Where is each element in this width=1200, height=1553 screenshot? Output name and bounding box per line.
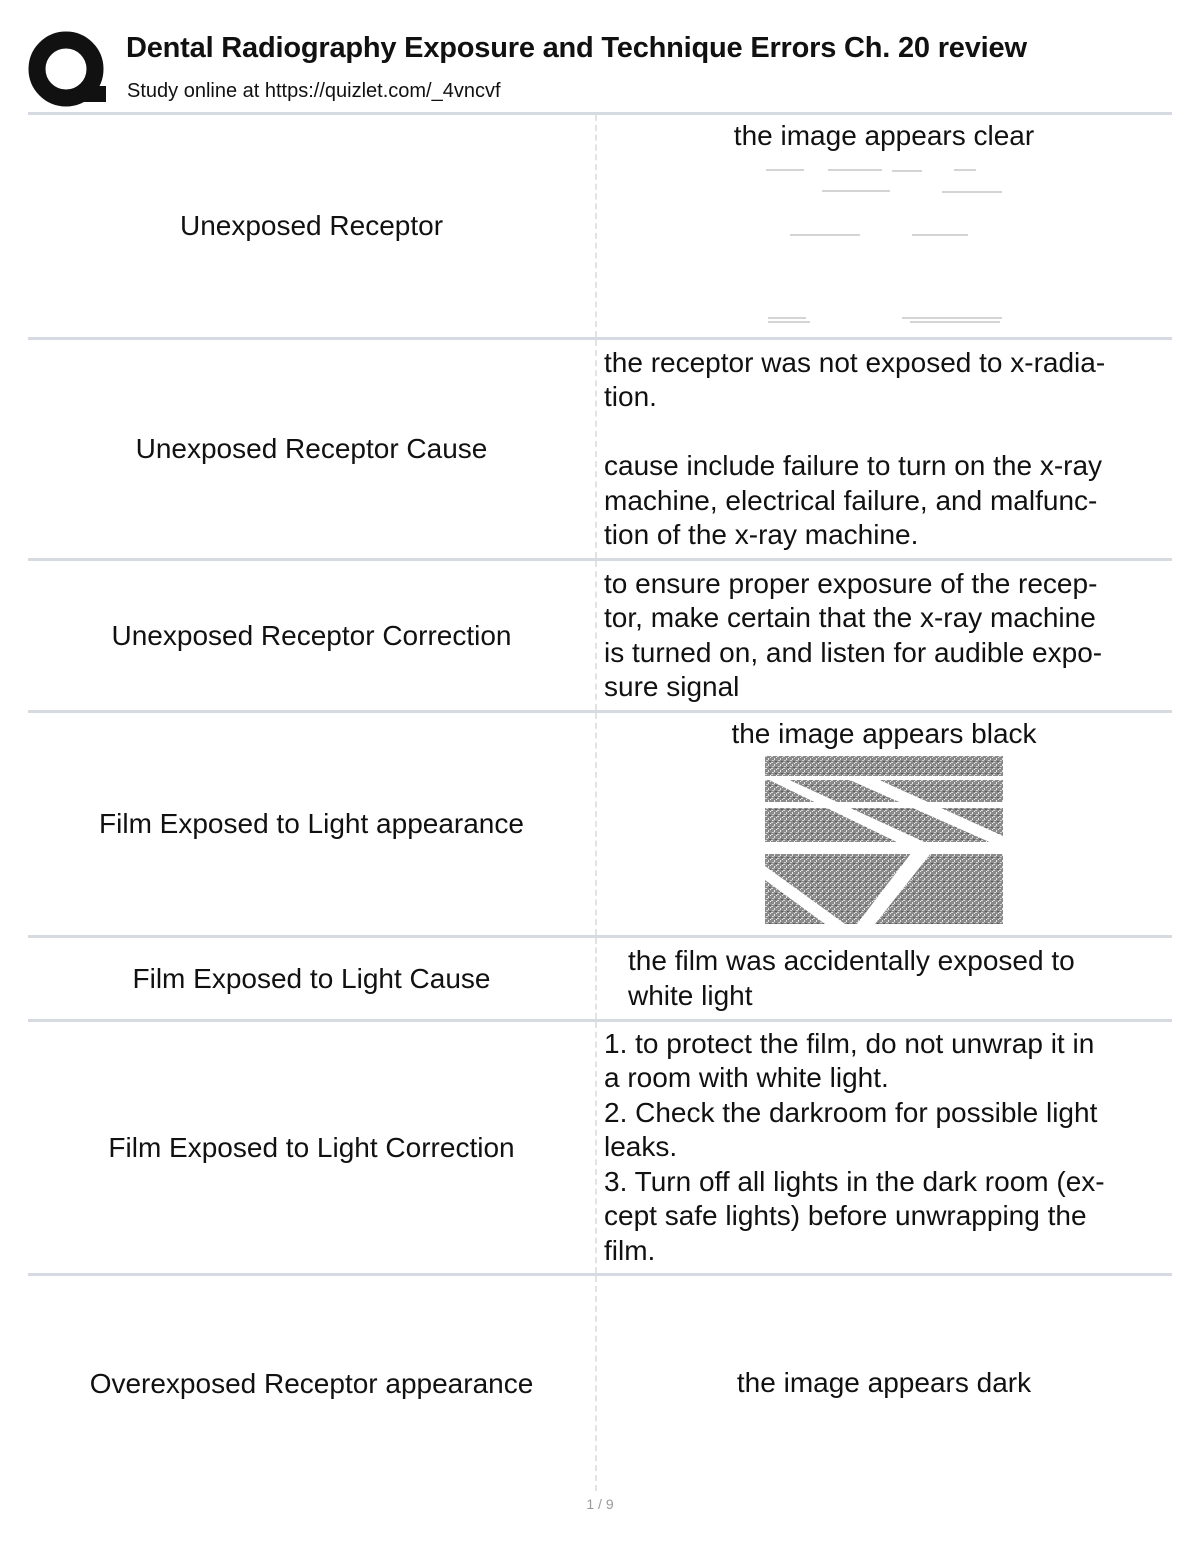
definition-line: the image appears clear: [733, 120, 1035, 151]
definition-line: the image appears dark: [736, 1367, 1032, 1399]
page-subtitle: Study online at https://quizlet.com/_4vncvf: [127, 80, 501, 102]
flashcard-row: [28, 561, 1172, 713]
definition-line: the receptor was not exposed to x-radia-: [604, 346, 1106, 378]
flashcard-row: [28, 115, 1172, 340]
flashcard-row: [28, 938, 1172, 1022]
definition-line: cept safe lights) before unwrapping the: [604, 1200, 1087, 1232]
definition-line: to ensure proper exposure of the recep-: [604, 567, 1098, 599]
definition-line: cause include failure to turn on the x-ray: [604, 450, 1103, 481]
card-term: Overexposed Receptor appearance: [28, 1276, 597, 1491]
definition-line: 2. Check the darkroom for possible light: [604, 1096, 1098, 1128]
definition-line: tion of the x-ray machine.: [604, 519, 919, 550]
definition-line: tor, make certain that the x-ray machine: [604, 602, 1096, 633]
definition-line: tion.: [604, 381, 657, 412]
card-definition: [597, 713, 1172, 935]
definition-line: white light: [628, 979, 753, 1011]
definition-line: the film was accidentally exposed to: [628, 945, 1075, 976]
card-definition: [597, 1276, 1172, 1491]
definition-line: 1. to protect the film, do not unwrap it in: [604, 1027, 1095, 1059]
card-definition: [597, 115, 1172, 337]
definition-line: machine, electrical failure, and malfunc-: [604, 484, 1098, 516]
definition-line: 3. Turn off all lights in the dark room (ex-: [604, 1165, 1105, 1197]
unexposed-radiograph-image: [764, 158, 1004, 323]
page-title: Dental Radiography Exposure and Technique Errors Ch. 20 review: [126, 32, 1027, 64]
definition-line: a room with white light.: [604, 1062, 889, 1094]
card-term: Film Exposed to Light appearance: [28, 713, 597, 935]
definition-line: the image appears black: [731, 718, 1037, 749]
card-term: Film Exposed to Light Cause: [28, 938, 597, 1019]
flashcard-row: [28, 340, 1172, 561]
card-term: Unexposed Receptor: [28, 115, 597, 337]
card-definition: [597, 340, 1172, 558]
flashcard-row: [28, 1276, 1172, 1491]
definition-line: sure signal: [604, 671, 740, 702]
flashcard-table: [28, 112, 1172, 1491]
page-header: [0, 0, 1200, 112]
card-definition: [597, 561, 1172, 710]
flashcard-row: [28, 713, 1172, 938]
card-term: Unexposed Receptor Correction: [28, 561, 597, 710]
card-term: Film Exposed to Light Correction: [28, 1022, 597, 1273]
card-definition: [597, 938, 1172, 1019]
light-exposed-radiograph-image: [765, 756, 1003, 924]
quizlet-logo-icon: [28, 30, 108, 108]
flashcard-row: [28, 1022, 1172, 1276]
definition-line: is turned on, and listen for audible expo-: [604, 636, 1103, 668]
definition-line: film.: [604, 1234, 656, 1266]
page-number: 1 / 9: [586, 1496, 614, 1512]
card-definition: [597, 1022, 1172, 1273]
card-term: Unexposed Receptor Cause: [28, 340, 597, 558]
definition-line: [604, 415, 1164, 450]
definition-line: leaks.: [604, 1131, 678, 1163]
